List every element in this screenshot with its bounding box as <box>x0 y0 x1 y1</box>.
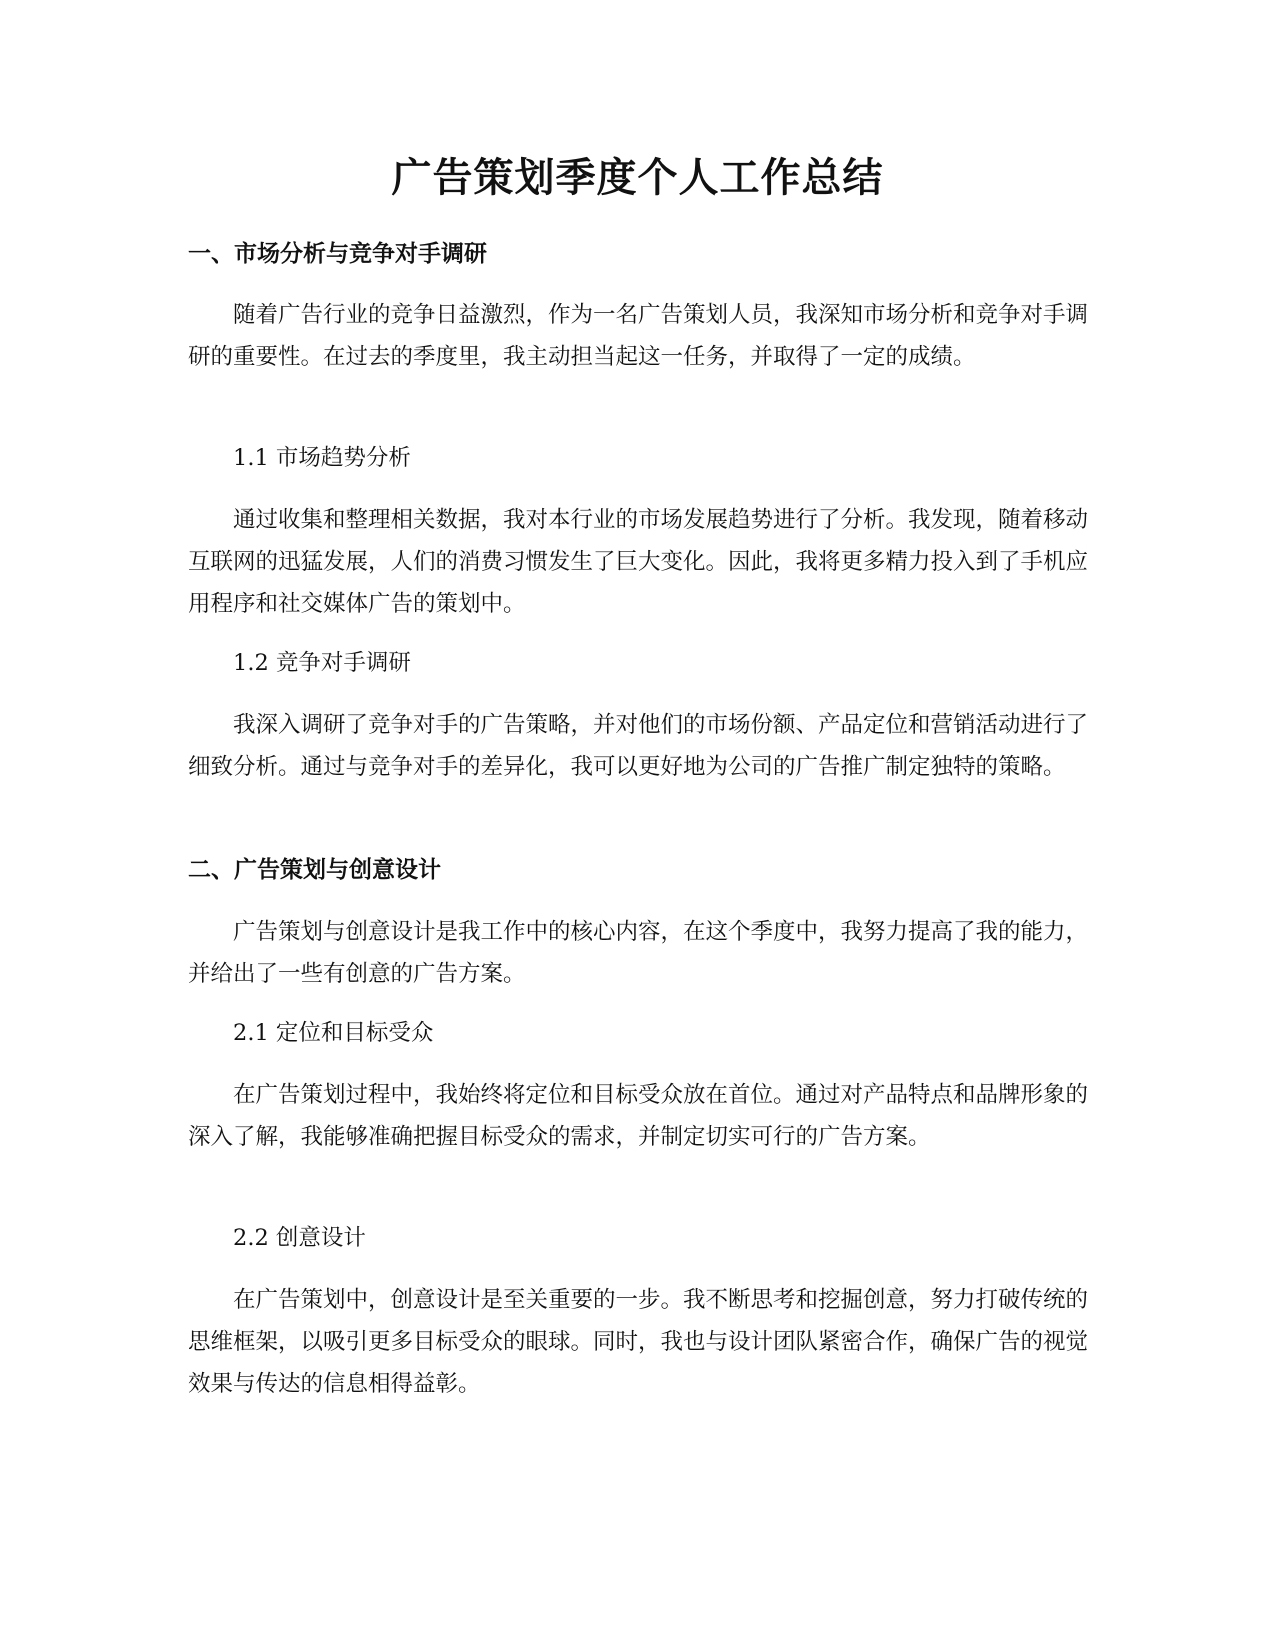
subsection-heading-1-2: 1.2 竞争对手调研 <box>233 650 411 676</box>
section-2-intro: 广告策划与创意设计是我工作中的核心内容，在这个季度中，我努力提高了我的能力，并给出了一些有创意的广告方案。 <box>188 919 1089 987</box>
subsection-1-2-text: 我深入调研了竞争对手的广告策略，并对他们的市场份额、产品定位和营销活动进行了细致分析。通过与竞争对手的差异化，我可以更好地为公司的广告推广制定独特的策略。 <box>188 712 1089 780</box>
subsection-1-1-text: 通过收集和整理相关数据，我对本行业的市场发展趋势进行了分析。我发现，随着移动互联网的迅猛发展，人们的消费习惯发生了巨大变化。因此，我将更多精力投入到了手机应用程序和社交媒体广告的策划中。 <box>188 507 1089 617</box>
section-1-intro: 随着广告行业的竞争日益激烈，作为一名广告策划人员，我深知市场分析和竞争对手调研的重要性。在过去的季度里，我主动担当起这一任务，并取得了一定的成绩。 <box>188 302 1089 370</box>
section-heading-2: 二、广告策划与创意设计 <box>188 857 441 883</box>
subsection-2-2-text: 在广告策划中，创意设计是至关重要的一步。我不断思考和挖掘创意，努力打破传统的思维框架，以吸引更多目标受众的眼球。同时，我也与设计团队紧密合作，确保广告的视觉效果与传达的信息相得益彰。 <box>188 1287 1089 1397</box>
subsection-heading-2-2: 2.2 创意设计 <box>233 1225 366 1251</box>
section-heading-1: 一、市场分析与竞争对手调研 <box>188 241 487 267</box>
document-title: 广告策划季度个人工作总结 <box>391 155 884 201</box>
subsection-2-1-text: 在广告策划过程中，我始终将定位和目标受众放在首位。通过对产品特点和品牌形象的深入了解，我能够准确把握目标受众的需求，并制定切实可行的广告方案。 <box>188 1082 1089 1150</box>
subsection-heading-1-1: 1.1 市场趋势分析 <box>233 445 411 471</box>
subsection-heading-2-1: 2.1 定位和目标受众 <box>233 1020 434 1046</box>
